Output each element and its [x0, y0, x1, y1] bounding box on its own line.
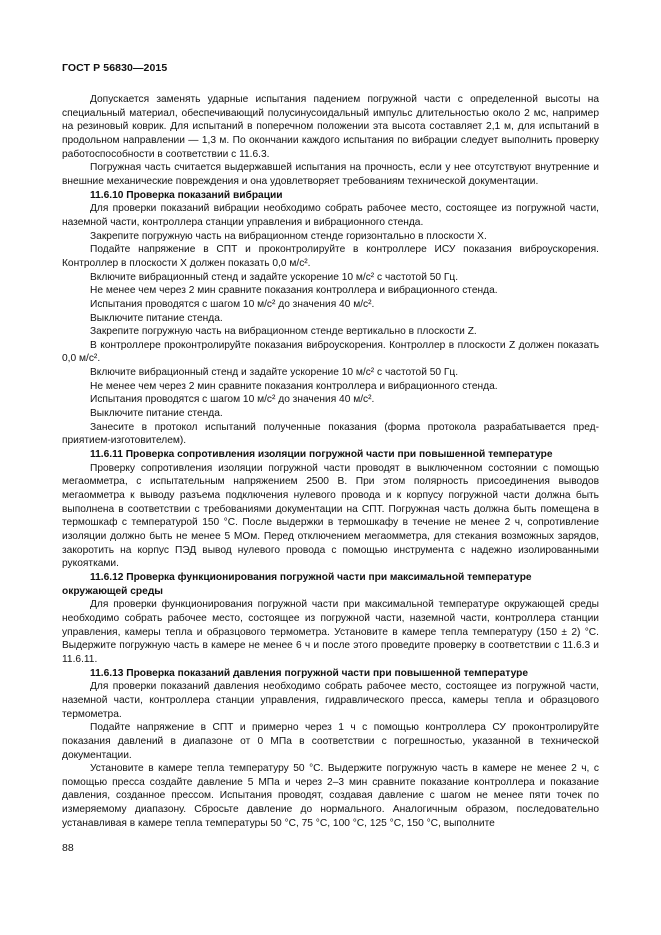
paragraph: Установите в камере тепла температуру 50 °С. Выдержите погружную часть в камере не менее 2 ч, с помощью пресса создайте давление 5 МПа и через 2–3 мин сравните показание контроллера и показание давления, созданное прессом. Испытания проводят, создавая давление с шагом не менее пяти точек по измеряемому диапазону. Сбросьте давление до нормального. Аналогичным образом, последовательно устанавливая в камере тепла температуры 50 °С, 75 °С, 100 °С, 125 °С, 150 °С, выполните: [62, 763, 599, 829]
paragraph: Испытания проводятся с шагом 10 м/с² до значения 40 м/с².: [90, 298, 375, 310]
section-heading: 11.6.11 Проверка сопротивления изоляции погружной части при повышенной температуре: [90, 449, 553, 461]
section-heading: 11.6.10 Проверка показаний вибрации: [90, 189, 283, 201]
paragraph: Для проверки показаний давления необходимо собрать рабочее место, состоящее из погружной части, наземной части, контроллера станции управления, гидравлического пресса, камеры тепла и образцового термометра.: [62, 681, 599, 720]
paragraph: Не менее чем через 2 мин сравните показания контроллера и вибрационного стенда.: [90, 285, 498, 297]
paragraph: Подайте напряжение в СПТ и проконтролируйте в контроллере ИСУ показания виброускорения. Контроллер в плоскости X должен показать 0,0 м/с².: [62, 244, 599, 269]
paragraph: Подайте напряжение в СПТ и примерно через 1 ч с помощью контроллера СУ проконтролируйте показания давлений в диапазоне от 0 МПа в соответствии с погрешностью, указанной в технической документации.: [62, 722, 599, 761]
section-heading: 11.6.13 Проверка показаний давления погружной части при повышенной температуре: [90, 667, 528, 679]
section-heading: 11.6.12 Проверка функционирования погружной части при максимальной температуре окружающей среды: [62, 571, 532, 597]
paragraph: Занесите в протокол испытаний полученные показания (форма протокола разрабатывается предприятием-изготовителем).: [62, 421, 599, 447]
paragraph: Для проверки показаний вибрации необходимо собрать рабочее место, состоящее из погружной части, наземной части, контроллера станции управления и вибрационного стенда.: [62, 203, 599, 228]
paragraph: Включите вибрационный стенд и задайте ускорение 10 м/с² с частотой 50 Гц.: [90, 367, 459, 379]
paragraph: Испытания проводятся с шагом 10 м/с² до значения 40 м/с².: [90, 394, 375, 406]
paragraph: Допускается заменять ударные испытания падением погружной части с определенной высоты на специальный материал, обеспечивающий полусинусоидальный импульс длительностью около 2 мс, например на резиновый коврик. Для испытаний в поперечном положении эта высота составляет 2,1 м, для испытаний в продольном направлении — 1,3 м. По окончании каждого испытания по вибрации следует выполнить проверку работоспособности в соответствии с 11.6.3.: [62, 94, 599, 160]
paragraph: Для проверки функционирования погружной части при максимальной температуре окружающей среды необходимо собрать рабочее место, состоящее из погружной части, наземной части, контроллера станции управления, камеры тепла и образцового термометра. Установите в камере тепла температуру (150 ± 2) °С. Выдержите погружную часть в камере не менее 6 ч и после этого проведите проверку в соответствии с 11.6.3 и 11.6.11.: [62, 599, 599, 665]
paragraph: Выключите питание стенда.: [90, 312, 223, 324]
paragraph: Погружная часть считается выдержавшей испытания на прочность, если у нее отсутствуют внутренние и внешние механические повреждения и она удовлетворяет требованиям технической документации.: [62, 162, 599, 187]
paragraph: Закрепите погружную часть на вибрационном стенде вертикально в плоскости Z.: [90, 326, 477, 338]
paragraph: В контроллере проконтролируйте показания виброускорения. Контроллер в плоскости Z должен показать 0,0 м/с².: [62, 339, 599, 365]
standard-designation: ГОСТ Р 56830—2015: [62, 62, 168, 74]
page-number: 88: [62, 842, 74, 854]
paragraph: Включите вибрационный стенд и задайте ускорение 10 м/с² с частотой 50 Гц.: [90, 271, 459, 283]
paragraph: Выключите питание стенда.: [90, 408, 223, 420]
body-text: [62, 93, 599, 830]
paragraph: Проверку сопротивления изоляции погружной части проводят в выключенном состоянии с помощью мегаомметра, с испытательным напряжением 2500 В. При этом полярность присоединения выводов мегаомметра к выводу разъема подключения нулевого провода и к корпусу погружной части должна быть выполнена в соответствии с требованиями документации на СПТ. Погружная часть должна быть помещена в термошкаф с температурой 150 °С. После выдержки в термошкафу в течение не менее 2 ч, сопротивление изоляции должно быть не менее 5 МОм. Перед отключением мегаомметра, для стекания возможных зарядов, закоротить на корпус ПЭД вывод нулевого провода с помощью инструмента с надежно изолированными рукоятками.: [62, 462, 599, 570]
paragraph: Закрепите погружную часть на вибрационном стенде горизонтально в плоскости X.: [90, 230, 487, 242]
paragraph: Не менее чем через 2 мин сравните показания контроллера и вибрационного стенда.: [90, 380, 498, 392]
